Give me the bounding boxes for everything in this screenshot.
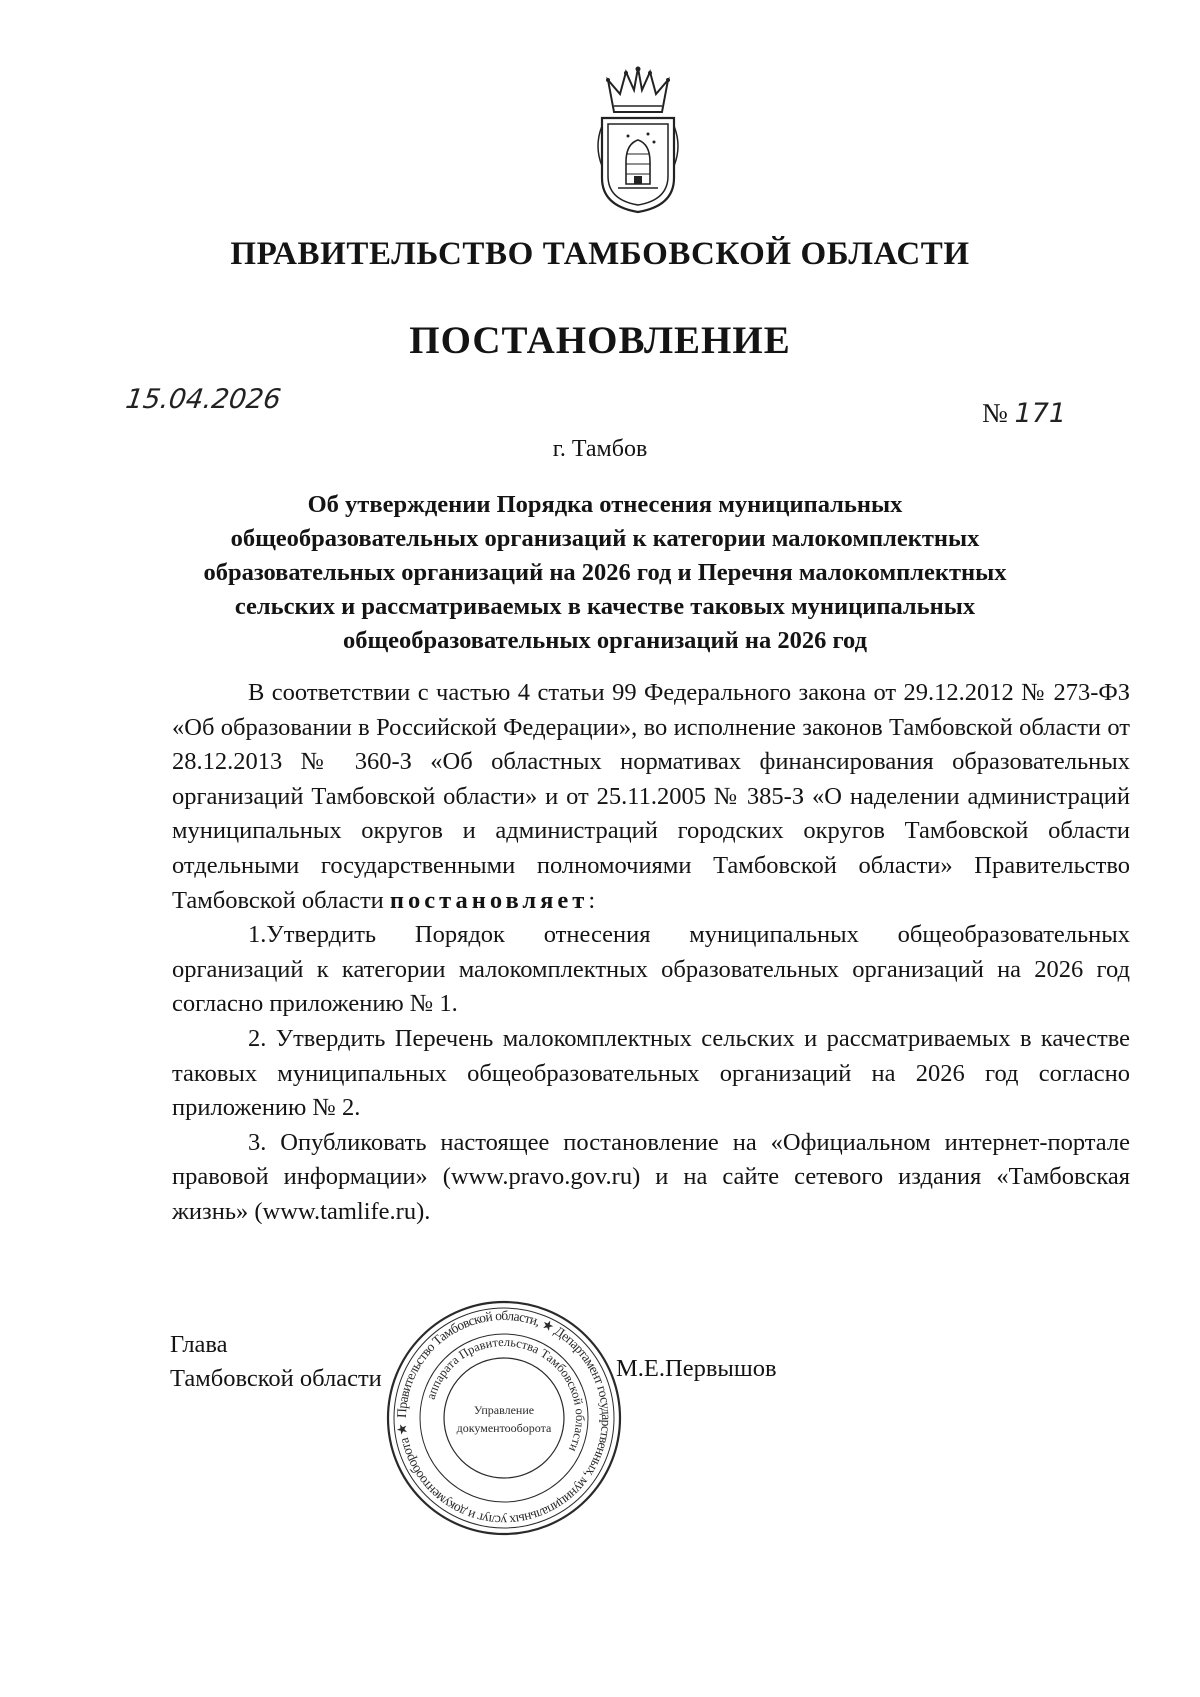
signer-title-line: Глава <box>170 1331 228 1358</box>
document-number <box>982 398 1066 429</box>
subject-line: образовательных организаций на 2026 год и Перечня малокомплектных <box>203 559 1007 586</box>
handwritten-date: 15.04.2026 <box>123 384 283 415</box>
item-2-paragraph: 2. Утвердить Перечень малокомплектных сельских и рассматриваемых в качестве таковых муниципальных общеобразовательных организаций на 2026 год согласно приложению № 2. <box>172 1024 1130 1122</box>
preamble-paragraph <box>172 676 1130 918</box>
document-type-heading: ПОСТАНОВЛЕНИЕ <box>409 319 791 362</box>
city-line: г. Тамбов <box>552 436 648 462</box>
item-1-paragraph: 1.Утвердить Порядок отнесения муниципальных общеобразовательных организаций к категории малокомплектных образовательных организаций на 2026 год согласно приложению № 1. <box>172 921 1130 1018</box>
signer-title <box>170 1328 382 1396</box>
item-3-paragraph: 3. Опубликовать настоящее постановление на «Официальном интернет-портале правовой информации» (www.pravo.gov.ru) и на сайте сетевого издания «Тамбовская жизнь» (www.tamlife.ru). <box>172 1128 1130 1225</box>
decree-word: постановляет <box>389 886 589 914</box>
document-subject <box>150 488 1060 658</box>
government-title: ПРАВИТЕЛЬСТВО ТАМБОВСКОЙ ОБЛАСТИ <box>230 236 970 272</box>
number-sign: № <box>982 398 1008 428</box>
signer-name: М.Е.Первышов <box>616 1355 777 1382</box>
document-body <box>172 676 1130 1230</box>
official-stamp <box>384 1298 624 1538</box>
stamp-middle-ring <box>420 1334 588 1502</box>
stamp-outer-text: Правительство Тамбовской области, ★ Департамент государственных, муниципальных услуг и документооборота ★ <box>393 1307 615 1529</box>
stamp-center-line: документооборота <box>456 1421 552 1435</box>
subject-line: Об утверждении Порядка отнесения муниципальных <box>307 491 903 518</box>
subject-line: общеобразовательных организаций на 2026 год <box>343 627 867 654</box>
decree-colon: : <box>588 886 596 914</box>
preamble-text: В соответствии с частью 4 статьи 99 Федерального закона от 29.12.2012 № 273-ФЗ «Об образовании в Российской Федерации», во исполнение законов Тамбовской области от 28.12.2013 № 360-З «Об областных нормативах финансирования образовательных организаций Тамбовской области» и от 25.11.2005 № 385-З «О наделении администраций муниципальных округов и администраций городских округов Тамбовской области отдельными государственными полномочиями Тамбовской области» Правительство Тамбовской области <box>172 679 1130 914</box>
subject-line: сельских и рассматриваемых в качестве таковых муниципальных <box>234 593 976 620</box>
stamp-inner-text: аппарата Правительства Тамбовской области <box>423 1334 588 1454</box>
stamp-center-line: Управление <box>473 1403 535 1417</box>
coat-of-arms-icon <box>588 66 688 214</box>
stamp-inner-ring <box>444 1358 564 1478</box>
subject-line: общеобразовательных организаций к категории малокомплектных <box>230 525 980 552</box>
handwritten-number: 171 <box>1014 398 1067 429</box>
signer-title-line: Тамбовской области <box>170 1365 382 1392</box>
